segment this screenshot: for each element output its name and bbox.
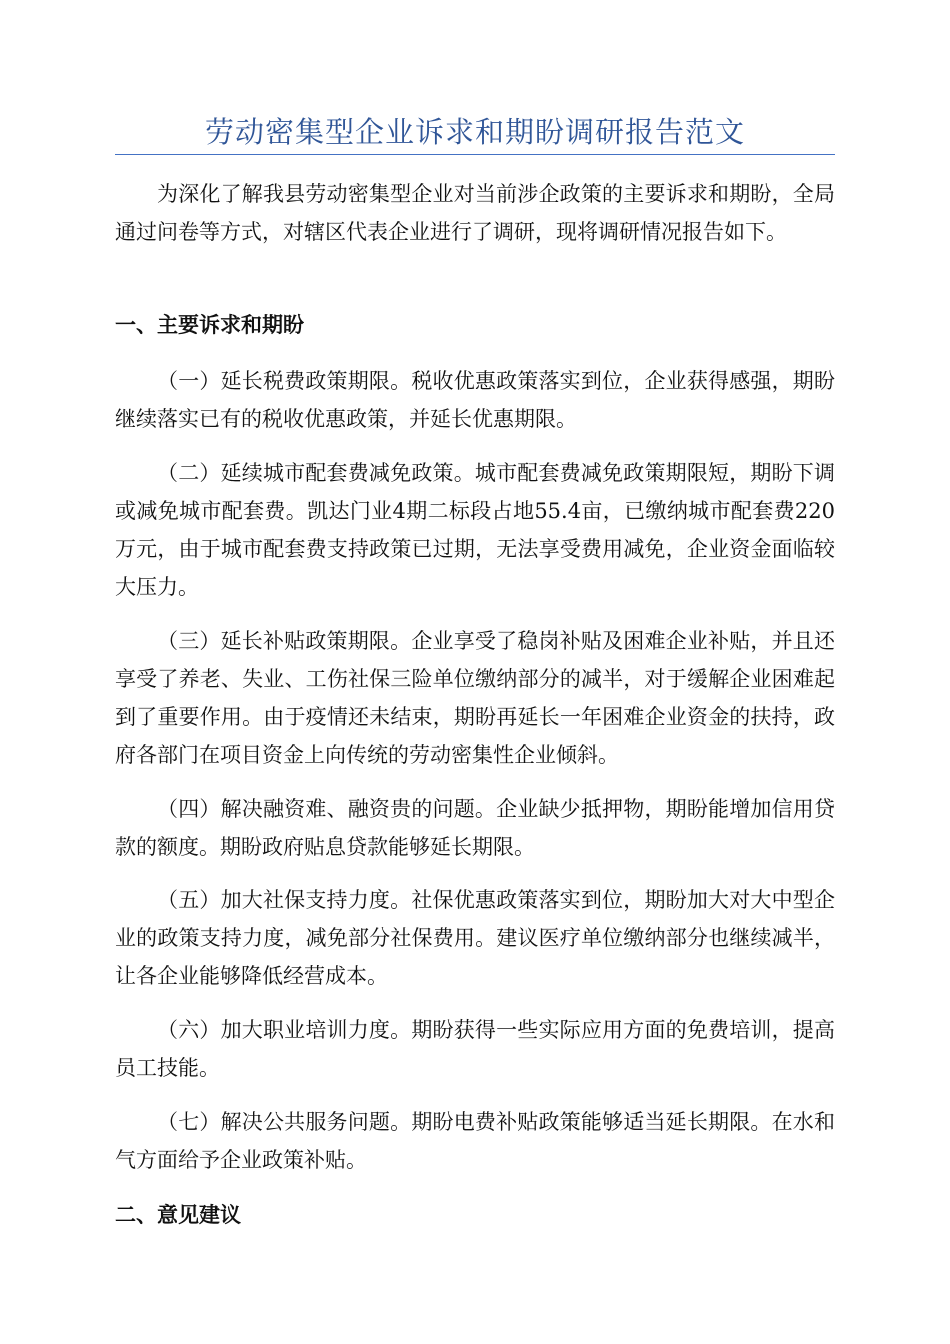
intro-paragraph: 为深化了解我县劳动密集型企业对当前涉企政策的主要诉求和期盼，全局通过问卷等方式，对辖区代表企业进行了调研，现将调研情况报告如下。 bbox=[115, 182, 835, 244]
title-underline bbox=[115, 154, 835, 155]
paragraph-item-4: （四）解决融资难、融资贵的问题。企业缺少抵押物，期盼能增加信用贷款的额度。期盼政府贴息贷款能够延长期限。 bbox=[115, 797, 835, 859]
document-title: 劳动密集型企业诉求和期盼调研报告范文 bbox=[204, 115, 745, 149]
section-1-heading: 一、主要诉求和期盼 bbox=[115, 312, 304, 337]
paragraph-item-5: （五）加大社保支持力度。社保优惠政策落实到位，期盼加大对大中型企业的政策支持力度，减免部分社保费用。建议医疗单位缴纳部分也继续减半，让各企业能够降低经营成本。 bbox=[115, 888, 835, 988]
paragraph-item-1: （一）延长税费政策期限。税收优惠政策落实到位，企业获得感强，期盼继续落实已有的税收优惠政策，并延长优惠期限。 bbox=[115, 369, 835, 431]
paragraph-item-6: （六）加大职业培训力度。期盼获得一些实际应用方面的免费培训，提高员工技能。 bbox=[115, 1018, 835, 1080]
section-2-heading: 二、意见建议 bbox=[115, 1202, 241, 1227]
paragraph-item-2: （二）延续城市配套费减免政策。城市配套费减免政策期限短，期盼下调或减免城市配套费。凯达门业4期二标段占地55.4亩，已缴纳城市配套费220万元，由于城市配套费支持政策已过期，无法享受费用减免，企业资金面临较大压力。 bbox=[115, 461, 835, 599]
paragraph-item-7: （七）解决公共服务问题。期盼电费补贴政策能够适当延长期限。在水和气方面给予企业政策补贴。 bbox=[115, 1110, 835, 1172]
paragraph-item-3: （三）延长补贴政策期限。企业享受了稳岗补贴及困难企业补贴，并且还享受了养老、失业、工伤社保三险单位缴纳部分的减半，对于缓解企业困难起到了重要作用。由于疫情还未结束，期盼再延长一年困难企业资金的扶持，政府各部门在项目资金上向传统的劳动密集性企业倾斜。 bbox=[115, 629, 835, 767]
